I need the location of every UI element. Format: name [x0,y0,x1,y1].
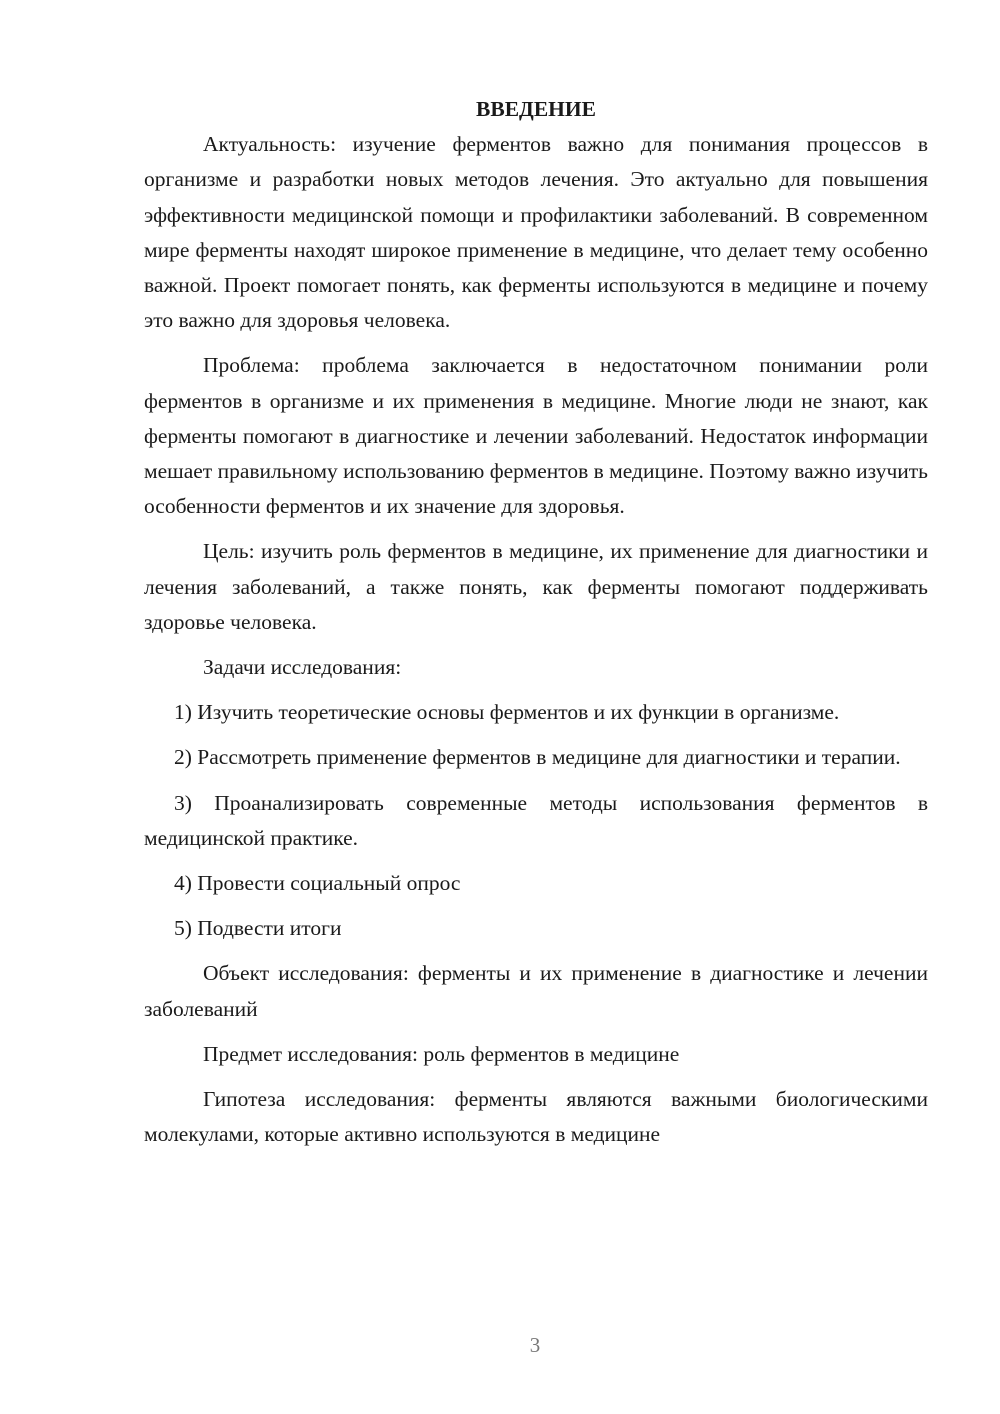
page-number: 3 [529,1333,541,1357]
goal-paragraph: Цель: изучить роль ферментов в медицине, их применение для диагностики и лечения заболеваний, а также понять, как ферменты помогают поддерживать здоровье человека. [144,539,928,634]
problem-paragraph: Проблема: проблема заключается в недостаточном понимании роли ферментов в организме и их применения в медицине. Многие люди не знают, как ферменты помогают в диагностике и лечении заболеваний. Недостаток информации мешает правильному использованию ферментов в медицине. Поэтому важно изучить особенности ферментов и их значение для здоровья. [144,353,928,519]
page-title: ВВЕДЕНИЕ [476,97,596,121]
task-item-1: 1) Изучить теоретические основы ферментов и их функции в организме. [174,700,840,725]
task-item-2: 2) Рассмотреть применение ферментов в медицине для диагностики и терапии. [174,745,901,770]
task-item-5: 5) Подвести итоги [174,916,342,941]
task-item-4: 4) Провести социальный опрос [174,871,461,896]
subject-paragraph: Предмет исследования: роль ферментов в медицине [203,1041,680,1066]
task-item-3: 3) Проанализировать современные методы использования ферментов в медицинской практике. [144,790,928,850]
tasks-heading: Задачи исследования: [203,655,402,680]
relevance-paragraph: Актуальность: изучение ферментов важно для понимания процессов в организме и разработки новых методов лечения. Это актуально для повышения эффективности медицинской помощи и профилактики заболеваний. В современном мире ферменты находят широкое применение в медицине, что делает тему особенно важной. Проект помогает понять, как ферменты используются в медицине и почему это важно для здоровья человека. [144,132,928,333]
object-paragraph: Объект исследования: ферменты и их применение в диагностике и лечении заболеваний [144,961,928,1021]
hypothesis-paragraph: Гипотеза исследования: ферменты являются важными биологическими молекулами, которые активно используются в медицине [144,1087,928,1147]
page-body [144,92,928,1152]
